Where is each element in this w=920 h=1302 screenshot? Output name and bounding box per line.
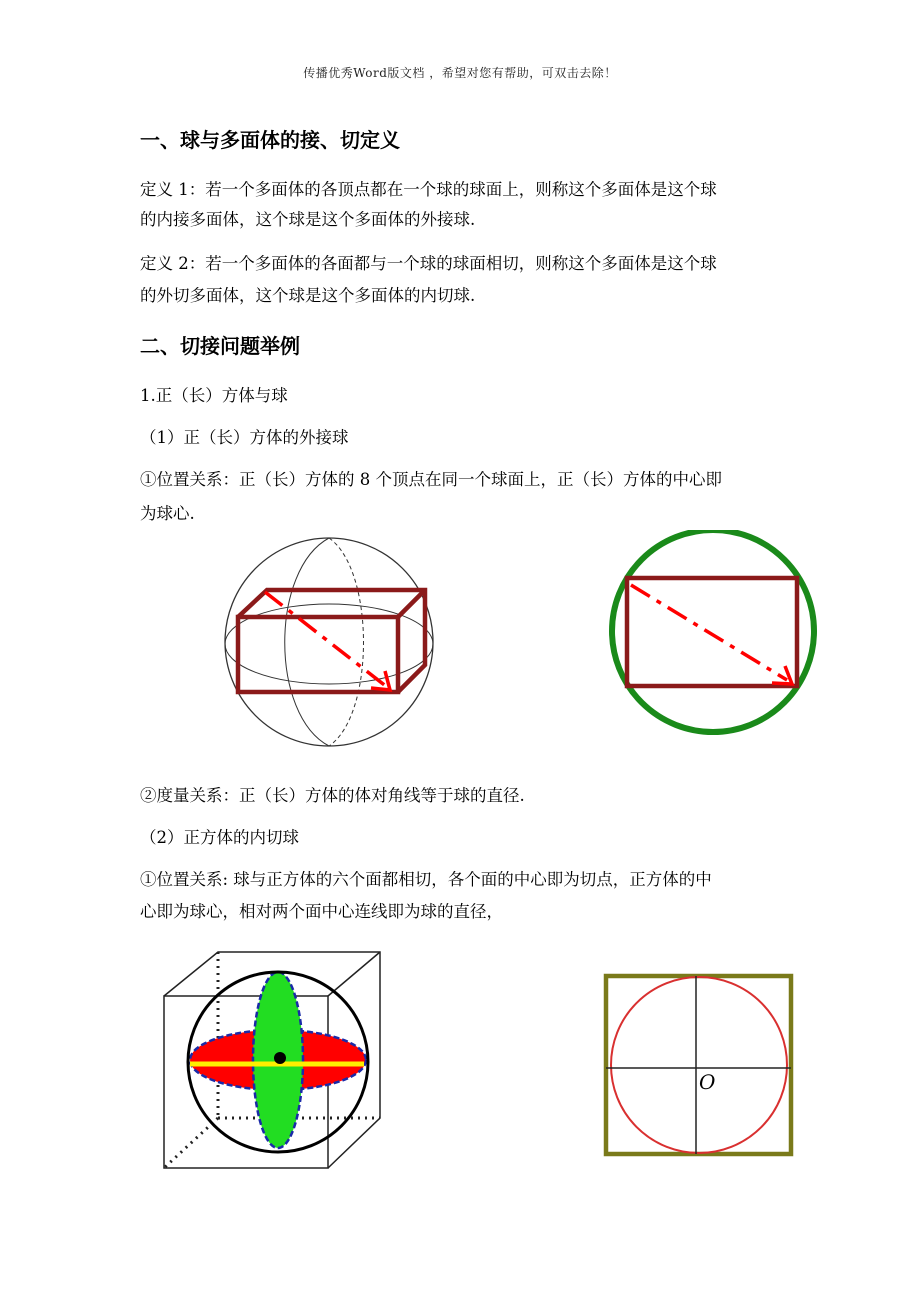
item-1-heading: 1.正（长）方体与球 bbox=[140, 386, 288, 405]
subsection-2-position-line2: 心即为球心，相对两个面中心连线即为球的直径， bbox=[140, 902, 503, 921]
figure-cube-inscribed-sphere-3d bbox=[160, 948, 388, 1174]
section2-title: 二、切接问题举例 bbox=[140, 334, 300, 358]
subsection-1-heading: （1）正（长）方体的外接球 bbox=[140, 428, 349, 447]
sphere-outline bbox=[225, 538, 433, 746]
cross-section-diagonal bbox=[631, 585, 787, 680]
subsection-1-position-line2: 为球心. bbox=[140, 504, 195, 523]
figure-sphere-box-3d bbox=[215, 530, 455, 755]
definition-1-line1: 定义 1：若一个多面体的各顶点都在一个球的球面上，则称这个多面体是这个球 bbox=[140, 180, 717, 199]
subsection-1-position-line1: ①位置关系：正（长）方体的 8 个顶点在同一个球面上，正（长）方体的中心即 bbox=[140, 470, 722, 489]
cross-section-rectangle bbox=[627, 578, 797, 686]
box-edges bbox=[238, 590, 425, 692]
subsection-2-heading: （2）正方体的内切球 bbox=[140, 828, 299, 847]
center-label-o: O bbox=[699, 1070, 716, 1094]
figure-square-inscribed-circle bbox=[602, 972, 796, 1158]
sphere-meridian-front bbox=[285, 538, 329, 746]
definition-1-line2: 的内接多面体，这个球是这个多面体的外接球. bbox=[140, 210, 476, 229]
definition-2-line1: 定义 2：若一个多面体的各面都与一个球的球面相切，则称这个多面体是这个球 bbox=[140, 254, 717, 273]
subsection-2-position-line1: ①位置关系: 球与正方体的六个面都相切，各个面的中心即为切点，正方体的中 bbox=[140, 870, 712, 889]
body-diagonal bbox=[265, 592, 387, 687]
inscribed-circle bbox=[611, 977, 787, 1153]
figure-circle-rectangle-section bbox=[604, 530, 822, 735]
cross-section-circle bbox=[612, 530, 814, 732]
watermark-text: 传播优秀Word版文档 ，希望对您有帮助，可双击去除！ bbox=[303, 66, 617, 80]
subsection-1-measure: ②度量关系：正（长）方体的体对角线等于球的直径. bbox=[140, 786, 525, 805]
sphere-meridian-back bbox=[329, 538, 364, 746]
section1-title: 一、球与多面体的接、切定义 bbox=[140, 128, 400, 152]
outer-square bbox=[606, 976, 791, 1154]
definition-2-line2: 的外切多面体，这个球是这个多面体的内切球. bbox=[140, 286, 476, 305]
sphere-center-point bbox=[274, 1052, 286, 1064]
